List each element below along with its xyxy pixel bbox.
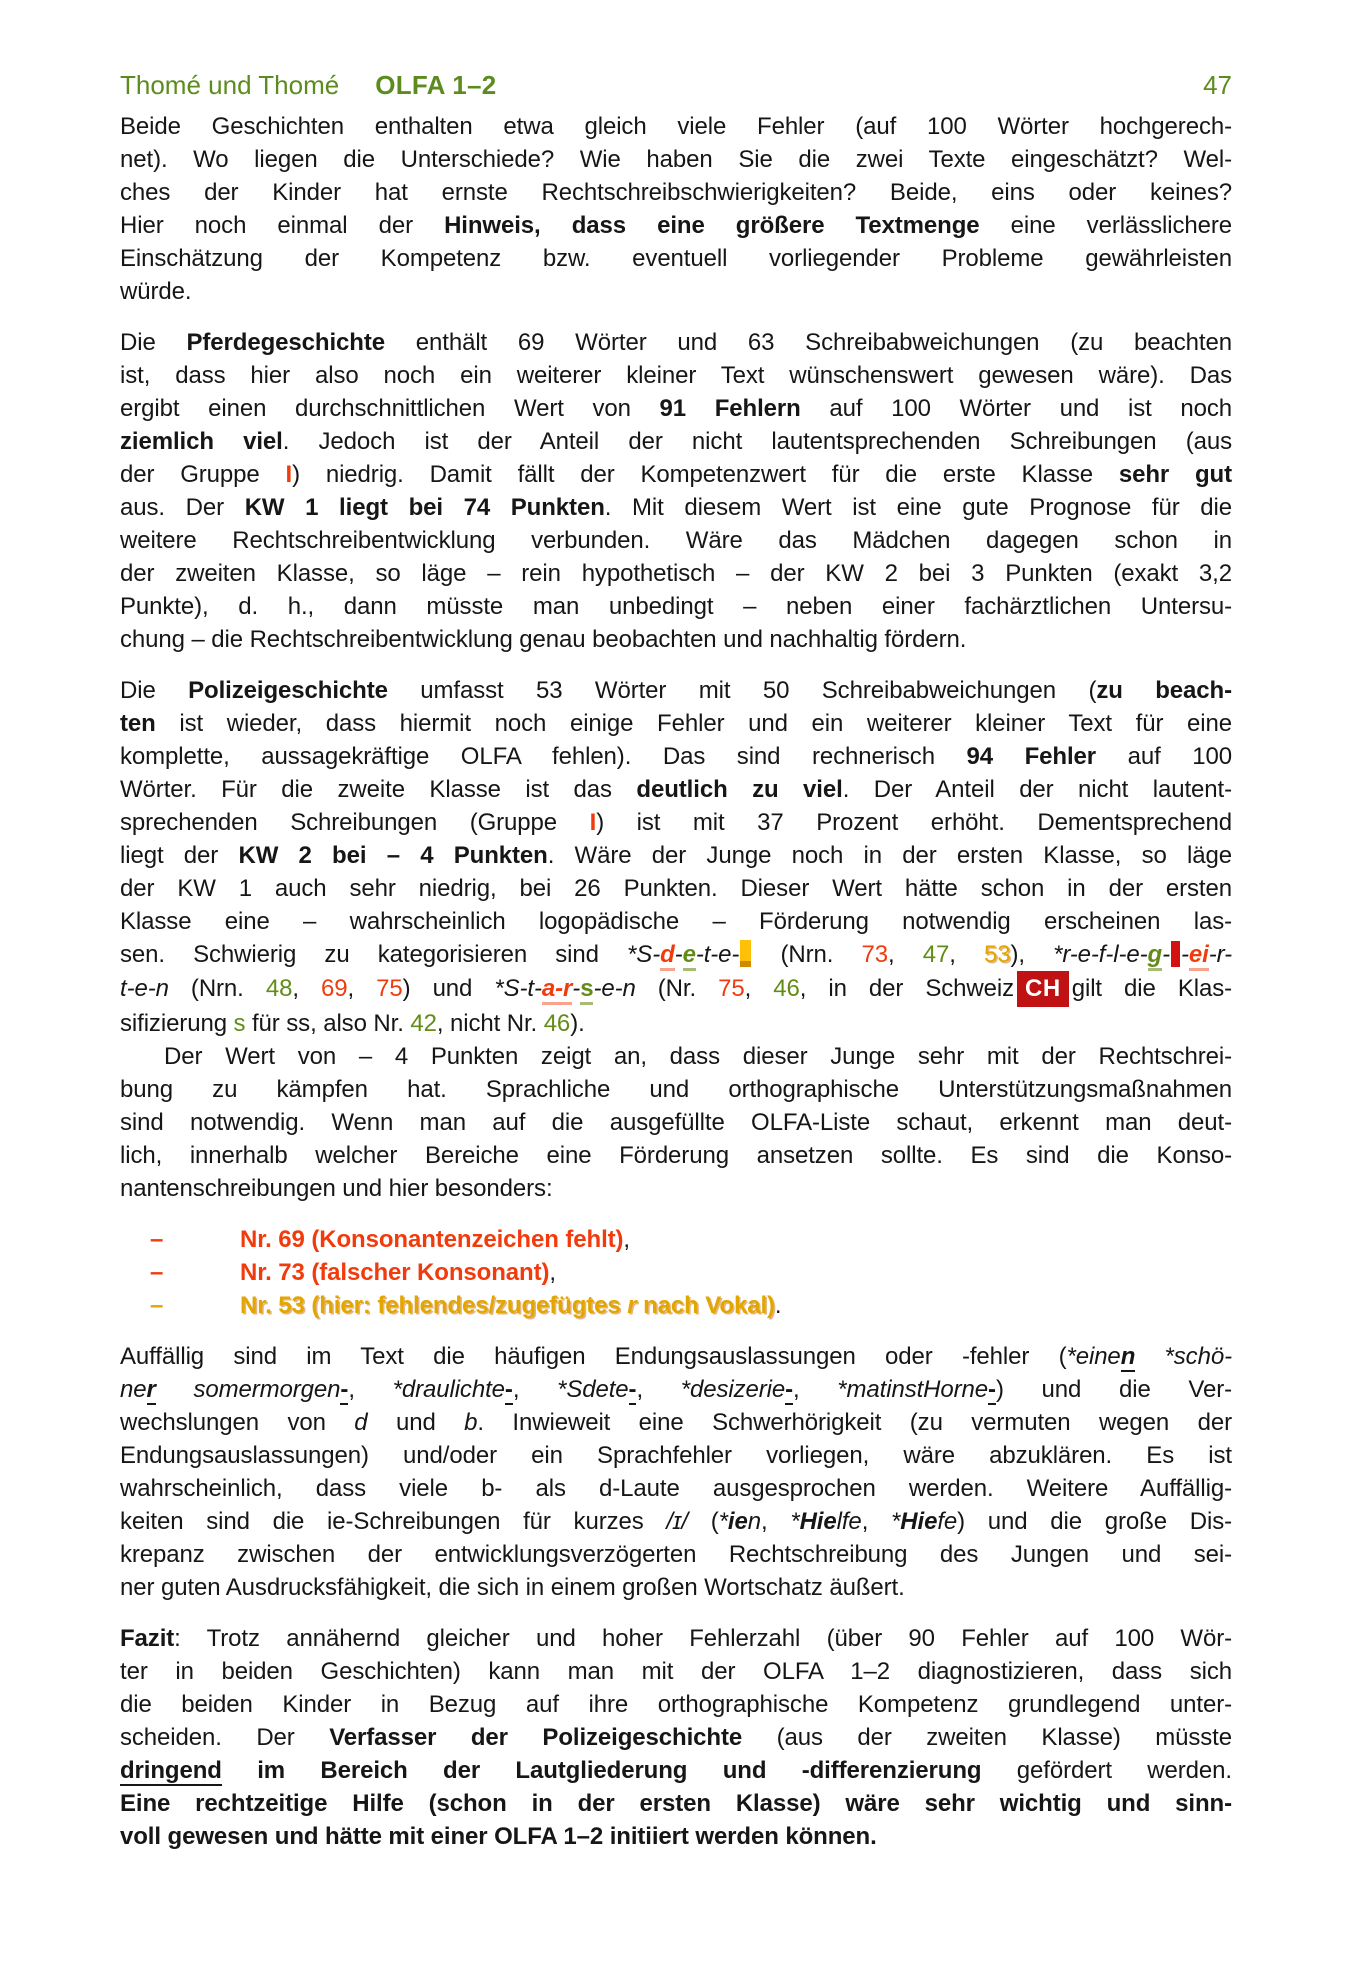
text-segment: , — [949, 941, 984, 968]
text-segment: - — [1181, 941, 1189, 968]
text-line — [120, 740, 1232, 773]
text-segment: * — [718, 1508, 728, 1535]
text-line — [120, 1688, 1232, 1721]
text-segment: krepanz zwischen der entwicklungsverzögerten Rechtschreibung des Jungen und sei- — [120, 1541, 1232, 1568]
text-segment: - — [340, 1376, 349, 1403]
text-line — [120, 1472, 1232, 1505]
text-segment: -e-n — [593, 975, 636, 1002]
text-segment: - — [785, 1376, 794, 1403]
text-segment: - — [988, 1376, 996, 1403]
text-segment: . — [774, 1292, 782, 1319]
text-segment: t-e-n — [120, 975, 169, 1002]
text-segment: wechslungen von — [120, 1409, 355, 1436]
text-segment: I — [285, 461, 293, 488]
text-segment: liegt der — [120, 842, 239, 869]
text-segment: voll gewesen und hätte mit einer OLFA 1–2 initiiert werden können. — [120, 1823, 877, 1850]
text-segment: scheiden. Der — [120, 1724, 330, 1751]
text-segment: bung zu kämpfen hat. Sprachliche und orthographische Unterstützungsmaßnahmen — [120, 1076, 1232, 1103]
text-segment: sind notwendig. Wenn man auf die ausgefüllte OLFA-Liste schaut, erkennt man deut- — [120, 1109, 1232, 1136]
text-segment: ei — [1189, 941, 1209, 971]
text-segment: , — [512, 1376, 558, 1403]
text-segment: Polizeigeschichte — [188, 677, 388, 704]
text-segment: dringend — [120, 1757, 222, 1784]
text-segment: d — [354, 1409, 368, 1436]
list-item — [120, 1289, 1232, 1322]
text-segment: Der Wert von – 4 Punkten zeigt an, dass dieser Junge sehr mit der Rechtschrei- — [164, 1043, 1232, 1070]
text-segment: r — [627, 1292, 637, 1319]
text-segment: eine verlässlichere — [979, 212, 1232, 239]
text-segment: 75 — [718, 975, 745, 1002]
text-line — [120, 806, 1232, 839]
text-segment: . Der Anteil der nicht lautent- — [842, 776, 1232, 803]
text-segment: Nr. 53 (hier: fehlendes/zugefügtes — [240, 1292, 628, 1319]
text-segment: ) und die Ver- — [995, 1376, 1233, 1403]
page-number: 47 — [1203, 70, 1232, 100]
text-line — [120, 1373, 1232, 1406]
text-line — [120, 359, 1232, 392]
text-segment: *r-e-f-l-e- — [1053, 941, 1148, 968]
text-segment: der KW 1 auch sehr niedrig, bei 26 Punkten. Dieser Wert hätte schon in der ersten — [120, 875, 1232, 902]
text-segment: Hier noch einmal der — [120, 212, 445, 239]
text-line — [120, 1505, 1232, 1538]
text-segment: s — [580, 975, 593, 1005]
paragraph — [120, 1340, 1232, 1604]
text-line — [120, 242, 1232, 275]
text-segment: zu beach- — [1096, 677, 1232, 704]
text-segment: , — [793, 1376, 838, 1403]
text-segment: deutlich zu viel — [636, 776, 843, 803]
text-segment: g — [1148, 941, 1163, 971]
text-segment: *draulichte — [392, 1376, 505, 1403]
text-segment — [156, 1376, 194, 1403]
text-segment: - — [504, 1376, 513, 1403]
text-segment: 94 Fehler — [966, 743, 1097, 770]
text-segment: a-r — [542, 975, 572, 1005]
paragraph — [120, 1622, 1232, 1853]
text-segment: für ss, also Nr. — [245, 1010, 411, 1037]
text-line — [120, 773, 1232, 806]
text-segment: ) niedrig. Damit fällt der Kompetenzwert für die erste Klasse — [292, 461, 1119, 488]
text-segment: wahrscheinlich, dass viele b- als d-Laute ausgesprochen werden. Weitere Auffällig- — [120, 1475, 1232, 1502]
text-line — [120, 839, 1232, 872]
text-line — [120, 707, 1232, 740]
text-segment: Hinweis, dass eine größere Textmenge — [444, 212, 980, 239]
text-segment: 48 — [265, 975, 293, 1002]
text-segment: Endungsauslassungen) und/oder ein Sprachfehler vorliegen, wäre abzuklären. Es ist — [120, 1442, 1232, 1469]
text-line — [120, 1655, 1232, 1688]
text-line — [120, 209, 1232, 242]
yellow-highlight-mark — [740, 940, 751, 967]
text-segment: . Mit diesem Wert ist eine gute Prognose für die — [604, 494, 1233, 521]
text-segment: ner guten Ausdrucksfähigkeit, die sich in einem großen Wortschatz äußert. — [120, 1574, 905, 1601]
text-segment: ne — [120, 1376, 147, 1403]
text-segment: , in der Schweiz — [799, 975, 1015, 1002]
text-segment: n — [1120, 1343, 1136, 1370]
text-segment: (Nrn. — [168, 975, 266, 1002]
text-segment: 75 — [376, 975, 403, 1002]
text-segment: ) ist mit 37 Prozent erhöht. Dementsprechend — [596, 809, 1232, 836]
text-line — [120, 1340, 1232, 1373]
text-line — [120, 590, 1232, 623]
text-segment: keiten sind die ie-Schreibungen für kurzes — [120, 1508, 667, 1535]
text-segment: der Gruppe — [120, 461, 286, 488]
text-segment: ist, dass hier also noch ein weiterer kleiner Text wünschenswert gewesen wäre). Das — [120, 362, 1232, 389]
text-line — [120, 458, 1232, 491]
text-segment: - — [572, 975, 581, 1002]
dash-bullet: – — [150, 1292, 164, 1319]
text-line — [120, 1571, 1232, 1604]
text-segment: *eine — [1066, 1343, 1121, 1370]
text-segment: , — [861, 1508, 892, 1535]
text-segment: *schö- — [1164, 1343, 1232, 1370]
text-line — [120, 275, 1232, 308]
text-line — [120, 1787, 1232, 1820]
text-segment: Hie — [799, 1508, 837, 1535]
text-segment: Auffällig sind im Text die häufigen Endungsauslassungen oder -fehler ( — [120, 1343, 1067, 1370]
text-segment: , — [744, 975, 774, 1002]
text-segment: /ɪ/ — [666, 1508, 688, 1535]
text-segment: , — [549, 1259, 556, 1286]
text-segment: 47 — [922, 941, 950, 968]
text-segment: *S- — [627, 941, 661, 968]
text-segment: ) und die große Dis- — [957, 1508, 1232, 1535]
text-segment: chung – die Rechtschreibentwicklung genau beobachten und nachhaltig fördern. — [120, 626, 967, 653]
dash-bullet: – — [150, 1226, 164, 1253]
text-segment: 69 — [320, 975, 348, 1002]
text-line — [120, 392, 1232, 425]
text-line — [120, 326, 1232, 359]
text-segment: ), — [1010, 941, 1054, 968]
text-segment: weitere Rechtschreibentwicklung verbunden. Wäre das Mädchen dagegen schon in — [120, 527, 1232, 554]
text-line — [120, 557, 1232, 590]
text-segment: s — [233, 1010, 246, 1037]
text-segment: ). — [570, 1010, 585, 1037]
text-segment: Einschätzung der Kompetenz bzw. eventuell vorliegender Probleme gewährleisten — [120, 245, 1232, 272]
text-segment: *matinstHorne — [837, 1376, 989, 1403]
list-item — [120, 1256, 1232, 1289]
text-line — [120, 110, 1232, 143]
text-segment: Die — [120, 677, 189, 704]
text-line — [120, 938, 1232, 971]
text-segment: sifizierung — [120, 1010, 234, 1037]
text-segment: Nr. 69 (Konsonantenzeichen fehlt) — [240, 1226, 624, 1253]
text-segment: ergibt einen durchschnittlichen Wert von — [120, 395, 660, 422]
text-line — [120, 1439, 1232, 1472]
ch-badge: CH — [1017, 971, 1069, 1007]
text-segment: auf 100 Wörter und ist noch — [800, 395, 1232, 422]
text-segment: ( — [688, 1508, 719, 1535]
text-segment: Pferdegeschichte — [186, 329, 385, 356]
text-line — [120, 176, 1232, 209]
dash-bullet: – — [150, 1259, 164, 1286]
text-segment: lich, innerhalb welcher Bereiche eine Förderung ansetzen sollte. Es sind die Konso- — [120, 1142, 1232, 1169]
text-segment: * — [891, 1508, 901, 1535]
text-line — [120, 524, 1232, 557]
author-header: Thomé und Thomé — [120, 70, 340, 100]
text-segment: Verfasser der Polizeigeschichte — [329, 1724, 743, 1751]
text-segment: Beide Geschichten enthalten etwa gleich viele Fehler (auf 100 Wörter hochgerech- — [120, 113, 1232, 140]
text-segment: Hie — [900, 1508, 938, 1535]
text-line — [120, 143, 1232, 176]
text-segment: , — [760, 1508, 791, 1535]
text-segment: ist wieder, dass hiermit noch einige Fehler und ein weiterer kleiner Text für eine — [155, 710, 1232, 737]
text-segment: Klasse eine – wahrscheinlich logopädische – Förderung notwendig erscheinen las- — [120, 908, 1232, 935]
text-line — [120, 1172, 1232, 1205]
text-line — [120, 1007, 1232, 1040]
list-item — [120, 1223, 1232, 1256]
text-segment: Nr. 73 (falscher Konsonant) — [240, 1259, 550, 1286]
text-line — [120, 1406, 1232, 1439]
text-line — [120, 425, 1232, 458]
text-segment: fe — [937, 1508, 958, 1535]
text-segment: die beiden Kinder in Bezug auf ihre orthographische Kompetenz grundlegend unter- — [120, 1691, 1232, 1718]
text-segment: der zweiten Klasse, so läge – rein hypothetisch – der KW 2 bei 3 Punkten (exakt 3,2 — [120, 560, 1232, 587]
paragraph — [120, 110, 1232, 308]
text-line — [120, 1721, 1232, 1754]
paragraph — [120, 674, 1232, 1205]
text-segment: umfasst 53 Wörter mit 50 Schreibabweichungen ( — [387, 677, 1097, 704]
page-header — [120, 70, 1232, 100]
text-segment: , — [636, 1376, 681, 1403]
text-segment: , nicht Nr. — [436, 1010, 544, 1037]
text-segment: . Inwieweit eine Schwerhörigkeit (zu vermuten wegen der — [477, 1409, 1232, 1436]
text-segment: 91 Fehlern — [659, 395, 801, 422]
text-segment: auf 100 — [1096, 743, 1232, 770]
text-segment: Eine rechtzeitige Hilfe (schon in der ersten Klasse) wäre sehr wichtig und sinn- — [120, 1790, 1232, 1817]
text-segment: ten — [120, 710, 156, 737]
text-segment — [1135, 1343, 1164, 1370]
text-segment: ter in beiden Geschichten) kann man mit der OLFA 1–2 diagnostizieren, dass sich — [120, 1658, 1232, 1685]
text-segment: würde. — [120, 278, 192, 305]
text-segment: (Nr. — [635, 975, 719, 1002]
text-segment: enthält 69 Wörter und 63 Schreibabweichungen (zu beachten — [384, 329, 1232, 356]
text-line — [120, 1040, 1232, 1073]
text-segment: (aus der zweiten Klasse) müsste — [742, 1724, 1232, 1751]
text-segment: sehr gut — [1118, 461, 1232, 488]
text-segment: *Sdete — [557, 1376, 629, 1403]
text-segment: im Bereich der Lautgliederung und -differenzierung — [257, 1757, 982, 1784]
text-segment: net). Wo liegen die Unterschiede? Wie haben Sie die zwei Texte eingeschätzt? Wel- — [120, 146, 1232, 173]
text-segment: gilt die Klas- — [1071, 975, 1233, 1002]
text-segment: - — [1162, 941, 1171, 968]
text-segment — [222, 1757, 257, 1784]
text-segment: Wörter. Für die zweite Klasse ist das — [120, 776, 637, 803]
text-segment: (Nrn. — [752, 941, 862, 968]
text-segment: Die — [120, 329, 187, 356]
text-line — [120, 1073, 1232, 1106]
text-line — [120, 1538, 1232, 1571]
red-highlight-mark — [1171, 941, 1180, 967]
text-segment: : Trotz annähernd gleicher und hoher Fehlerzahl (über 90 Fehler auf 100 Wör- — [174, 1625, 1232, 1652]
text-segment: n — [747, 1508, 761, 1535]
text-segment: - — [674, 941, 683, 968]
text-segment: 46 — [543, 1010, 571, 1037]
text-segment: KW 2 bei – 4 Punkten — [238, 842, 548, 869]
text-segment: *S-t- — [494, 975, 542, 1002]
text-line — [120, 872, 1232, 905]
text-segment: -r- — [1208, 941, 1232, 968]
text-line — [120, 623, 1232, 656]
text-segment: sen. Schwierig zu kategorisieren sind — [120, 941, 628, 968]
text-line — [120, 1106, 1232, 1139]
text-segment: lfe — [836, 1508, 862, 1535]
text-line — [120, 1139, 1232, 1172]
text-segment: -t-e- — [695, 941, 740, 968]
document-body — [120, 110, 1232, 1871]
text-line — [120, 1820, 1232, 1853]
text-segment: . Jedoch ist der Anteil der nicht lautentsprechenden Schreibungen (aus — [282, 428, 1232, 455]
text-segment: ie — [727, 1508, 748, 1535]
text-segment: Fazit — [120, 1625, 175, 1652]
text-segment: 46 — [773, 975, 800, 1002]
text-segment: , — [623, 1226, 630, 1253]
bullet-list — [120, 1223, 1232, 1322]
text-segment: KW 1 liegt bei 74 Punkten — [244, 494, 605, 521]
paragraph — [120, 326, 1232, 656]
text-segment: d — [660, 941, 675, 971]
text-segment: ziemlich viel — [120, 428, 283, 455]
text-segment: , — [348, 1376, 393, 1403]
text-segment: ) und — [402, 975, 495, 1002]
text-line — [120, 1622, 1232, 1655]
text-segment: aus. Der — [120, 494, 245, 521]
text-segment: nantenschreibungen und hier besonders: — [120, 1175, 553, 1202]
text-segment: , — [347, 975, 377, 1002]
text-segment: 53 — [983, 941, 1011, 968]
text-segment: gefördert werden. — [981, 1757, 1232, 1784]
text-segment: *desizerie — [680, 1376, 786, 1403]
text-segment: somermorgen — [193, 1376, 341, 1403]
text-line — [120, 491, 1232, 524]
text-line — [120, 905, 1232, 938]
text-segment: ches der Kinder hat ernste Rechtschreibschwierigkeiten? Beide, eins oder keines? — [120, 179, 1232, 206]
text-segment: 42 — [410, 1010, 437, 1037]
text-segment: Punkte), d. h., dann müsste man unbedingt – neben einer fachärztlichen Untersu- — [120, 593, 1232, 620]
text-segment: , — [887, 941, 923, 968]
text-segment: I — [589, 809, 597, 836]
text-segment: sprechenden Schreibungen (Gruppe — [120, 809, 590, 836]
doc-title: OLFA 1–2 — [375, 70, 497, 100]
text-segment: * — [790, 1508, 800, 1535]
text-line — [120, 674, 1232, 707]
text-segment: komplette, aussagekräftige OLFA fehlen). Das sind rechnerisch — [120, 743, 967, 770]
text-line — [120, 1754, 1232, 1787]
text-segment: - — [628, 1376, 637, 1403]
text-segment: 73 — [861, 941, 888, 968]
text-segment: nach Vokal) — [636, 1292, 775, 1319]
text-segment: b — [464, 1409, 478, 1436]
text-line — [120, 971, 1232, 1007]
text-segment: und — [367, 1409, 465, 1436]
text-segment: e — [683, 941, 696, 971]
text-segment: , — [292, 975, 321, 1002]
text-segment: r — [146, 1376, 156, 1403]
text-segment: . Wäre der Junge noch in der ersten Klasse, so läge — [547, 842, 1232, 869]
